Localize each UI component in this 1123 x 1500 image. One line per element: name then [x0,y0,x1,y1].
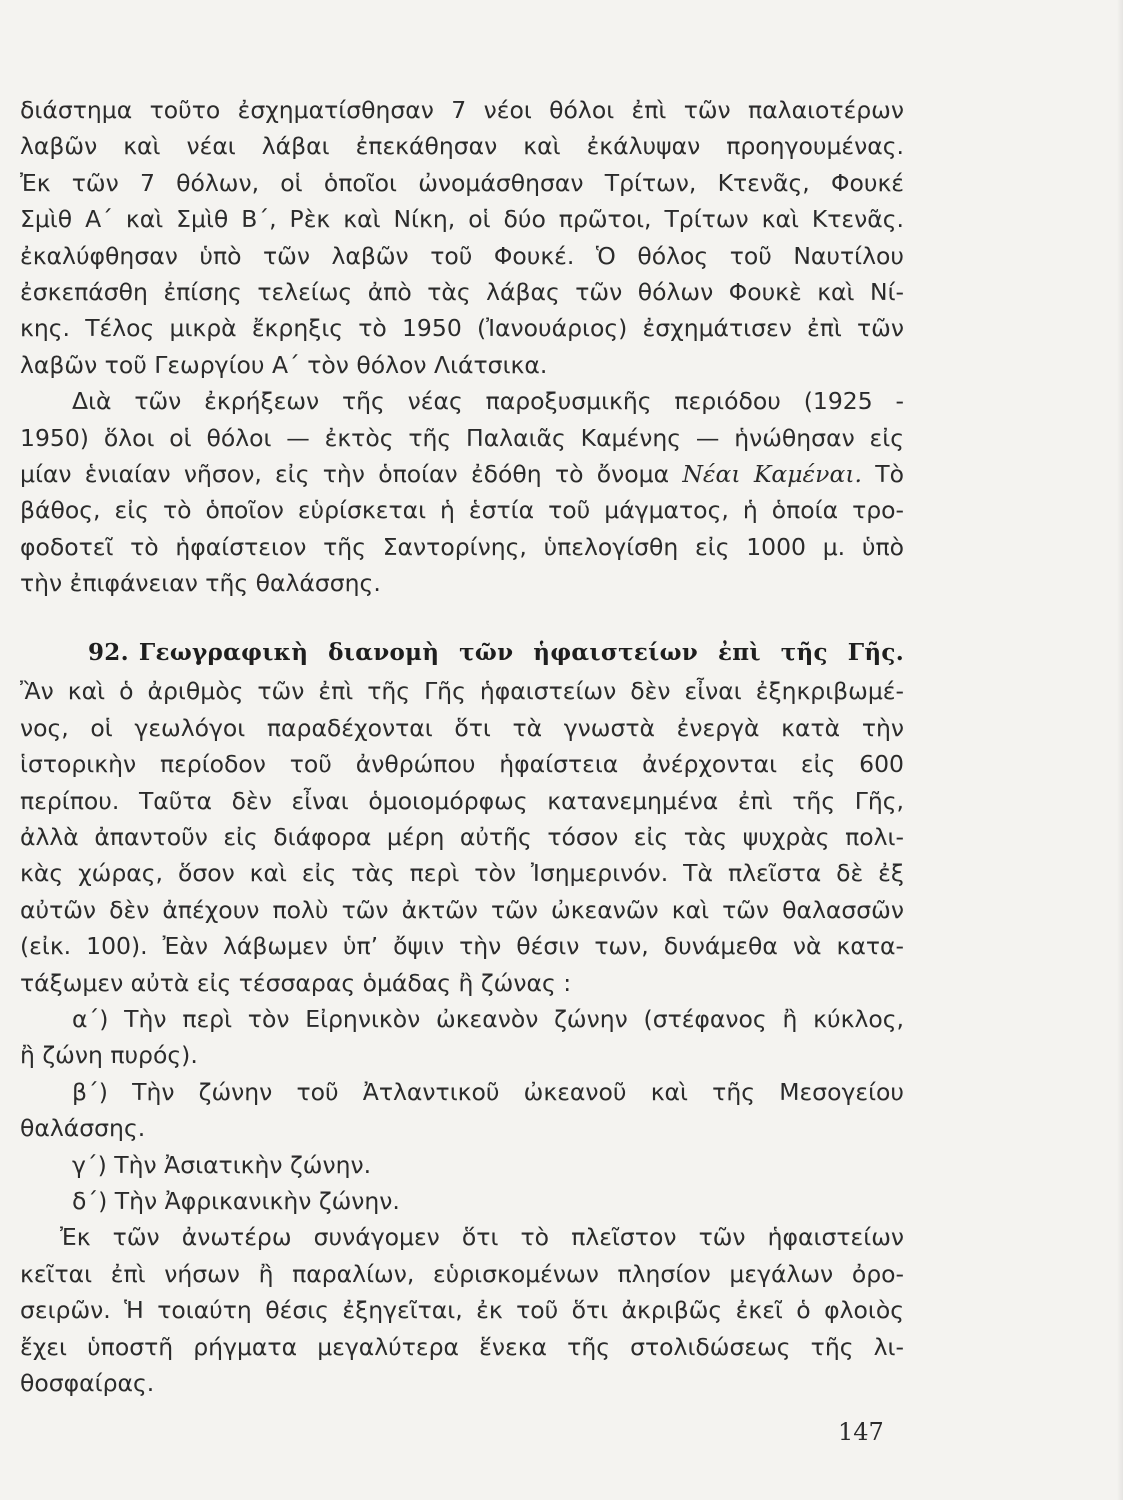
text-line: διάστημα τοῦτο ἐσχηματίσθησαν 7 νέοι θόλοι ἐπὶ τῶν παλαιοτέρων [20,96,904,124]
text-line: Ἐκ τῶν ἀνωτέρω συνάγομεν ὅτι τὸ πλεῖστον τῶν ἡφαιστείων [60,1223,904,1252]
zone-list [20,1001,904,1219]
text-line: θοσφαίρας. [20,1368,155,1397]
list-item-continuation: ἢ ζώνη πυρός). [20,1041,198,1070]
text-line: ἀλλὰ ἀπαντοῦν εἰς διάφορα μέρη αὐτῆς τόσον εἰς τὰς ψυχρὰς πολι- [20,823,904,852]
paragraph-volcano-distribution [20,673,904,1001]
text-line: κεῖται ἐπὶ νήσων ἢ παραλίων, εὑρισκομένων πλησίον μεγάλων ὀρο- [20,1259,904,1288]
text-line: αὐτῶν δὲν ἀπέχουν πολὺ τῶν ἀκτῶν τῶν ὠκεανῶν καὶ τῶν θαλασσῶν [20,895,904,924]
text-line: φοδοτεῖ τὸ ἡφαίστειον τῆς Σαντορίνης, ὑπελογίσθη εἰς 1000 μ. ὑπὸ [20,532,904,561]
paragraph-conclusion [20,1219,904,1401]
section-heading [20,633,904,673]
text-line: σειρῶν. Ἡ τοιαύτη θέσις ἐξηγεῖται, ἐκ τοῦ ὅτι ἀκριβῶς ἐκεῖ ὁ φλοιὸς [20,1296,904,1325]
list-item-continuation: θαλάσσης. [20,1114,146,1143]
text-segment: μίαν ἑνιαίαν νῆσον, εἰς τὴν ὁποίαν ἐδόθη τὸ ὄνομα [20,459,683,488]
text-line: κὰς χώρας, ὅσον καὶ εἰς τὰς περὶ τὸν Ἰσημερινόν. Τὰ πλεῖστα δὲ ἐξ [20,859,904,888]
text-line: 1950) ὅλοι οἱ θόλοι — ἐκτὸς τῆς Παλαιᾶς Καμένης — ἡνώθησαν εἰς [20,423,904,452]
section-title: Γεωγραφικὴ διανομὴ τῶν ἡφαιστείων ἐπὶ τῆς Γῆς. [138,639,904,667]
text-line: (εἰκ. 100). Ἐὰν λάβωμεν ὑπ’ ὄψιν τὴν θέσιν των, δυνάμεθα νὰ κατα- [20,932,904,961]
text-line [20,456,904,492]
text-line: Ἂν καὶ ὁ ἀριθμὸς τῶν ἐπὶ τῆς Γῆς ἡφαιστείων δὲν εἶναι ἐξηκριβωμέ- [20,677,904,706]
text-line: λαβῶν καὶ νέαι λάβαι ἐπεκάθησαν καὶ ἐκάλυψαν προηγουμένας. [20,132,904,161]
text-line: Σμὶθ Α΄ καὶ Σμὶθ Β΄, Ρὲκ καὶ Νίκη, οἱ δύο πρῶτοι, Τρίτων καὶ Κτενᾶς. [20,205,904,234]
section-spacer [20,601,904,633]
italic-place-name: Νέαι Καμέναι. [682,459,862,488]
section-number: 92. [88,639,129,667]
text-segment: Τὸ [862,459,904,488]
list-item: α΄) Τὴν περὶ τὸν Εἰρηνικὸν ὠκεανὸν ζώνην (στέφανος ἢ κύκλος, [72,1004,904,1033]
list-item: γ΄) Τὴν Ἀσιατικὴν ζώνην. [72,1150,372,1179]
text-line: νος, οἱ γεωλόγοι παραδέχονται ὅτι τὰ γνωστὰ ἐνεργὰ κατὰ τὴν [20,713,904,742]
text-line: βάθος, εἰς τὸ ὁποῖον εὑρίσκεται ἡ ἑστία τοῦ μάγματος, ἡ ὁποία τρο- [20,496,904,525]
text-line: λαβῶν τοῦ Γεωργίου Α΄ τὸν θόλον Λιάτσικα. [20,350,548,379]
text-line: ἐκαλύφθησαν ὑπὸ τῶν λαβῶν τοῦ Φουκέ. Ὁ θόλος τοῦ Ναυτίλου [20,241,904,270]
paragraph-continuation [20,92,904,383]
text-line: ἐσκεπάσθη ἐπίσης τελείως ἀπὸ τὰς λάβας τῶν θόλων Φουκὲ καὶ Νί- [20,277,904,306]
text-line: ἔχει ὑποστῆ ρήγματα μεγαλύτερα ἕνεκα τῆς στολιδώσεως τῆς λι- [20,1332,904,1361]
text-line: τάξωμεν αὐτὰ εἰς τέσσαρας ὁμάδας ἢ ζώνας : [20,968,572,997]
page-text-block [20,92,904,1401]
page-number: 147 [838,1418,884,1446]
text-line: Διὰ τῶν ἐκρήξεων τῆς νέας παροξυσμικῆς περιόδου (1925 - [72,387,904,416]
text-line: περίπου. Ταῦτα δὲν εἶναι ὁμοιομόρφως κατανεμημένα ἐπὶ τῆς Γῆς, [20,786,904,815]
text-line: ἱστορικὴν περίοδον τοῦ ἀνθρώπου ἡφαίστεια ἀνέρχονται εἰς 600 [20,750,904,779]
list-item: δ΄) Τὴν Ἀφρικανικὴν ζώνην. [72,1186,400,1215]
paragraph-new-kameni [20,383,904,601]
text-line: κης. Τέλος μικρὰ ἔκρηξις τὸ 1950 (Ἰανουάριος) ἐσχημάτισεν ἐπὶ τῶν [20,314,904,343]
text-line: Ἐκ τῶν 7 θόλων, οἱ ὁποῖοι ὠνομάσθησαν Τρίτων, Κτενᾶς, Φουκέ [20,168,904,197]
scan-edge-shadow [1117,0,1123,1500]
text-line: τὴν ἐπιφάνειαν τῆς θαλάσσης. [20,569,381,598]
list-item: β΄) Τὴν ζώνην τοῦ Ἀτλαντικοῦ ὠκεανοῦ καὶ τῆς Μεσογείου [72,1077,904,1106]
